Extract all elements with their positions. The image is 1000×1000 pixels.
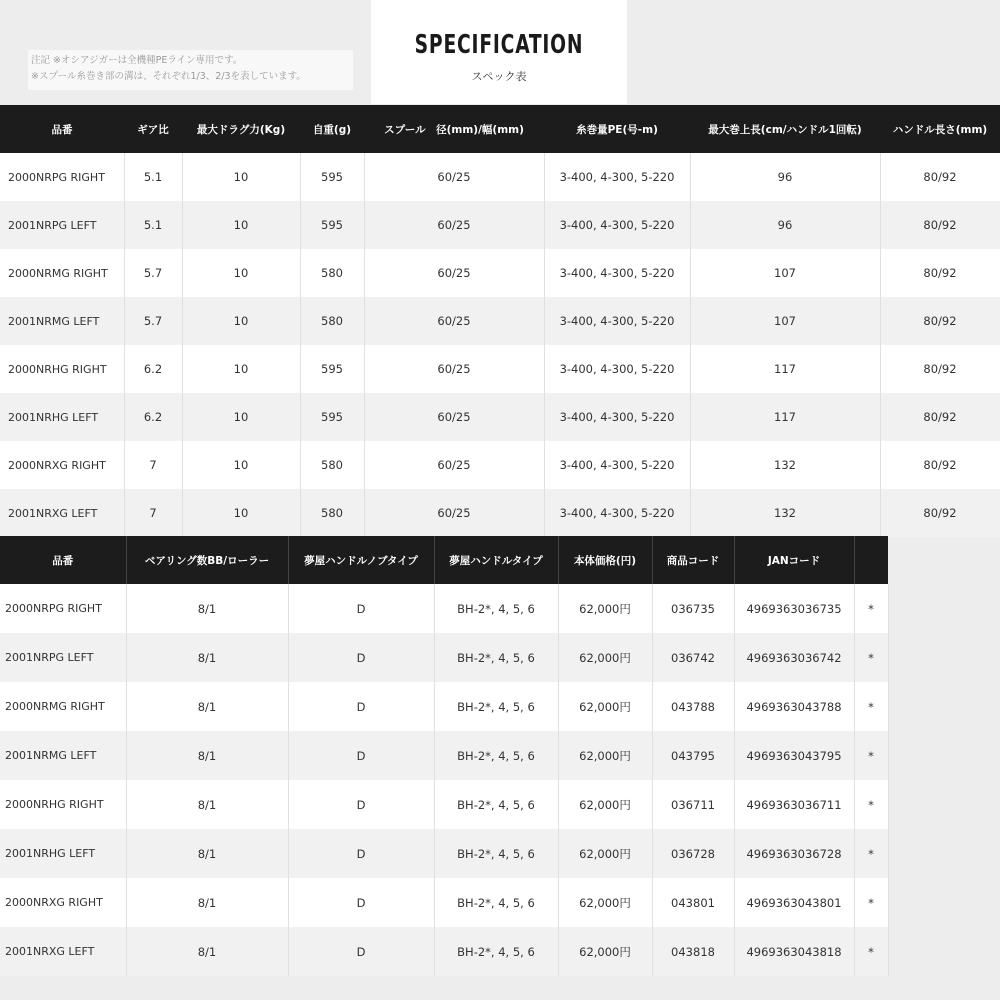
spec-table-cell: 80/92 xyxy=(880,441,1000,489)
spec-table-cell: 60/25 xyxy=(364,153,544,201)
spec-table-cell: 80/92 xyxy=(880,297,1000,345)
price-table-cell: 036728 xyxy=(652,829,734,878)
spec-table-cell: 3-400, 4-300, 5-220 xyxy=(544,153,690,201)
page-subtitle: スペック表 xyxy=(471,70,527,83)
price-table-cell: * xyxy=(854,878,888,927)
price-table-cell: 8/1 xyxy=(126,731,288,780)
spec-table-cell: 60/25 xyxy=(364,201,544,249)
price-table-cell: 62,000円 xyxy=(558,682,652,731)
spec-table-header-cell: 最大ドラグ力(Kg) xyxy=(182,105,300,153)
price-table-cell: D xyxy=(288,731,434,780)
spec-table-cell: 3-400, 4-300, 5-220 xyxy=(544,249,690,297)
price-table-header-cell: 本体価格(円) xyxy=(558,536,652,584)
price-table-cell: 043801 xyxy=(652,878,734,927)
price-table-cell: D xyxy=(288,878,434,927)
spec-table-model-cell: 2001NRPG LEFT xyxy=(0,201,124,249)
note-line-1: 注記 ※オシアジガーは全機種PEライン専用です。 xyxy=(31,55,243,66)
price-table-cell: BH-2*, 4, 5, 6 xyxy=(434,584,558,633)
price-table-cell: 8/1 xyxy=(126,633,288,682)
spec-table-cell: 117 xyxy=(690,393,880,441)
spec-table-row xyxy=(0,153,1000,201)
spec-table-model-cell: 2001NRXG LEFT xyxy=(0,489,124,537)
spec-table-row xyxy=(0,249,1000,297)
spec-table-header-cell: 糸巻量PE(号-m) xyxy=(544,105,690,153)
spec-table-header-cell: スプール 径(mm)/幅(mm) xyxy=(364,105,544,153)
spec-table-cell: 3-400, 4-300, 5-220 xyxy=(544,393,690,441)
price-table-cell: BH-2*, 4, 5, 6 xyxy=(434,927,558,976)
spec-table-cell: 96 xyxy=(690,201,880,249)
price-table-cell: 036735 xyxy=(652,584,734,633)
spec-table-header-cell: 最大巻上長(cm/ハンドル1回転) xyxy=(690,105,880,153)
spec-table-model-cell: 2000NRHG RIGHT xyxy=(0,345,124,393)
spec-table-cell: 595 xyxy=(300,153,364,201)
price-table-cell: 4969363043795 xyxy=(734,731,854,780)
price-table-model-cell: 2000NRPG RIGHT xyxy=(0,584,126,633)
spec-table-cell: 117 xyxy=(690,345,880,393)
price-table-row xyxy=(0,878,888,927)
price-table-row xyxy=(0,927,888,976)
spec-table-cell: 10 xyxy=(182,201,300,249)
spec-table-cell: 595 xyxy=(300,393,364,441)
price-table-cell: 8/1 xyxy=(126,878,288,927)
price-table-cell: 043795 xyxy=(652,731,734,780)
notes-box xyxy=(28,50,353,90)
price-table-cell: BH-2*, 4, 5, 6 xyxy=(434,780,558,829)
spec-table-cell: 10 xyxy=(182,345,300,393)
price-table-cell: 4969363036735 xyxy=(734,584,854,633)
spec-table-cell: 107 xyxy=(690,297,880,345)
spec-table-cell: 10 xyxy=(182,249,300,297)
spec-table-header-row xyxy=(0,105,1000,153)
spec-table-body xyxy=(0,153,1000,537)
price-table-cell: D xyxy=(288,584,434,633)
price-table-cell: * xyxy=(854,829,888,878)
price-table-model-cell: 2000NRHG RIGHT xyxy=(0,780,126,829)
price-table-model-cell: 2001NRMG LEFT xyxy=(0,731,126,780)
spec-table-cell: 595 xyxy=(300,201,364,249)
spec-table xyxy=(0,105,1000,537)
spec-table-row xyxy=(0,393,1000,441)
price-table-header-cell: 夢屋ハンドルノブタイプ xyxy=(288,536,434,584)
price-table-row xyxy=(0,829,888,878)
spec-table-cell: 580 xyxy=(300,297,364,345)
spec-table-cell: 10 xyxy=(182,153,300,201)
price-table-cell: BH-2*, 4, 5, 6 xyxy=(434,878,558,927)
price-table-cell: BH-2*, 4, 5, 6 xyxy=(434,731,558,780)
price-table-cell: 043788 xyxy=(652,682,734,731)
price-table-cell: * xyxy=(854,682,888,731)
price-table-model-cell: 2001NRHG LEFT xyxy=(0,829,126,878)
spec-table-cell: 80/92 xyxy=(880,489,1000,537)
price-table-model-cell: 2000NRMG RIGHT xyxy=(0,682,126,731)
price-table-cell: 62,000円 xyxy=(558,829,652,878)
spec-table-cell: 595 xyxy=(300,345,364,393)
spec-table-cell: 3-400, 4-300, 5-220 xyxy=(544,201,690,249)
price-table-row xyxy=(0,633,888,682)
spec-table-cell: 5.1 xyxy=(124,153,182,201)
price-table-header-cell xyxy=(854,536,888,584)
spec-table-cell: 80/92 xyxy=(880,153,1000,201)
price-table-cell: D xyxy=(288,927,434,976)
price-table-cell: 4969363043801 xyxy=(734,878,854,927)
price-table xyxy=(0,536,889,976)
price-table-row xyxy=(0,584,888,633)
spec-table-cell: 3-400, 4-300, 5-220 xyxy=(544,345,690,393)
price-table-header-cell: JANコード xyxy=(734,536,854,584)
price-table-header-row xyxy=(0,536,888,584)
page-title: SPECIFICATION xyxy=(414,30,584,60)
price-table-cell: 036742 xyxy=(652,633,734,682)
spec-table-cell: 60/25 xyxy=(364,345,544,393)
spec-table-cell: 80/92 xyxy=(880,345,1000,393)
price-table-body xyxy=(0,584,888,976)
spec-table-cell: 107 xyxy=(690,249,880,297)
price-table-cell: 62,000円 xyxy=(558,878,652,927)
note-line-2: ※スプール糸巻き部の溝は、それぞれ1/3、2/3を表しています。 xyxy=(31,71,306,82)
spec-table-row xyxy=(0,201,1000,249)
price-table-cell: 4969363043788 xyxy=(734,682,854,731)
price-table-header-cell: ベアリング数BB/ローラー xyxy=(126,536,288,584)
price-table-cell: * xyxy=(854,633,888,682)
price-table-cell: 62,000円 xyxy=(558,584,652,633)
price-table-cell: 8/1 xyxy=(126,682,288,731)
spec-table-cell: 3-400, 4-300, 5-220 xyxy=(544,489,690,537)
spec-table-cell: 580 xyxy=(300,489,364,537)
price-table-header-cell: 商品コード xyxy=(652,536,734,584)
spec-table-cell: 60/25 xyxy=(364,489,544,537)
spec-table-header-cell: ギア比 xyxy=(124,105,182,153)
price-table-cell: 62,000円 xyxy=(558,927,652,976)
price-table-cell: BH-2*, 4, 5, 6 xyxy=(434,633,558,682)
price-table-cell: 8/1 xyxy=(126,829,288,878)
spec-table-cell: 60/25 xyxy=(364,441,544,489)
price-table-cell: 4969363036711 xyxy=(734,780,854,829)
price-table-cell: * xyxy=(854,780,888,829)
spec-table-cell: 96 xyxy=(690,153,880,201)
spec-table-cell: 580 xyxy=(300,249,364,297)
spec-table-cell: 80/92 xyxy=(880,201,1000,249)
price-table-cell: 4969363043818 xyxy=(734,927,854,976)
spec-table-cell: 80/92 xyxy=(880,249,1000,297)
price-table-cell: * xyxy=(854,731,888,780)
spec-table-cell: 6.2 xyxy=(124,393,182,441)
spec-table-cell: 60/25 xyxy=(364,297,544,345)
price-table-model-cell: 2000NRXG RIGHT xyxy=(0,878,126,927)
spec-table-model-cell: 2001NRHG LEFT xyxy=(0,393,124,441)
price-table-header-cell: 夢屋ハンドルタイプ xyxy=(434,536,558,584)
price-table-cell: D xyxy=(288,682,434,731)
price-table-model-cell: 2001NRPG LEFT xyxy=(0,633,126,682)
spec-table-cell: 132 xyxy=(690,441,880,489)
spec-table-row xyxy=(0,345,1000,393)
spec-table-cell: 7 xyxy=(124,489,182,537)
spec-table-cell: 580 xyxy=(300,441,364,489)
price-table-cell: 62,000円 xyxy=(558,633,652,682)
price-table-cell: 8/1 xyxy=(126,780,288,829)
spec-table-cell: 7 xyxy=(124,441,182,489)
price-table-header-cell: 品番 xyxy=(0,536,126,584)
spec-table-cell: 10 xyxy=(182,489,300,537)
spec-table-cell: 80/92 xyxy=(880,393,1000,441)
spec-table-cell: 5.7 xyxy=(124,297,182,345)
spec-table-cell: 60/25 xyxy=(364,249,544,297)
price-table-cell: 62,000円 xyxy=(558,731,652,780)
spec-table-cell: 60/25 xyxy=(364,393,544,441)
spec-table-cell: 5.7 xyxy=(124,249,182,297)
price-table-row xyxy=(0,682,888,731)
spec-table-row xyxy=(0,441,1000,489)
price-table-cell: D xyxy=(288,633,434,682)
price-table-cell: 8/1 xyxy=(126,584,288,633)
spec-table-model-cell: 2000NRMG RIGHT xyxy=(0,249,124,297)
price-table-cell: D xyxy=(288,780,434,829)
price-table-cell: * xyxy=(854,927,888,976)
price-table-cell: D xyxy=(288,829,434,878)
spec-table-model-cell: 2000NRXG RIGHT xyxy=(0,441,124,489)
price-table-cell: 62,000円 xyxy=(558,780,652,829)
price-table-cell: 4969363036728 xyxy=(734,829,854,878)
spec-table-cell: 6.2 xyxy=(124,345,182,393)
price-table-row xyxy=(0,731,888,780)
price-table-cell: 8/1 xyxy=(126,927,288,976)
price-table-cell: BH-2*, 4, 5, 6 xyxy=(434,829,558,878)
spec-table-cell: 3-400, 4-300, 5-220 xyxy=(544,297,690,345)
price-table-cell: 043818 xyxy=(652,927,734,976)
spec-header xyxy=(371,0,627,104)
spec-table-model-cell: 2001NRMG LEFT xyxy=(0,297,124,345)
price-table-cell: 4969363036742 xyxy=(734,633,854,682)
spec-table-header-cell: 自重(g) xyxy=(300,105,364,153)
spec-table-row xyxy=(0,297,1000,345)
price-table-cell: BH-2*, 4, 5, 6 xyxy=(434,682,558,731)
spec-table-cell: 10 xyxy=(182,441,300,489)
spec-table-row xyxy=(0,489,1000,537)
spec-table-model-cell: 2000NRPG RIGHT xyxy=(0,153,124,201)
spec-table-cell: 10 xyxy=(182,393,300,441)
price-table-cell: * xyxy=(854,584,888,633)
spec-table-cell: 3-400, 4-300, 5-220 xyxy=(544,441,690,489)
spec-table-cell: 5.1 xyxy=(124,201,182,249)
spec-table-header-cell: 品番 xyxy=(0,105,124,153)
price-table-row xyxy=(0,780,888,829)
spec-table-header-cell: ハンドル長さ(mm) xyxy=(880,105,1000,153)
spec-table-cell: 132 xyxy=(690,489,880,537)
spec-table-cell: 10 xyxy=(182,297,300,345)
price-table-cell: 036711 xyxy=(652,780,734,829)
price-table-model-cell: 2001NRXG LEFT xyxy=(0,927,126,976)
